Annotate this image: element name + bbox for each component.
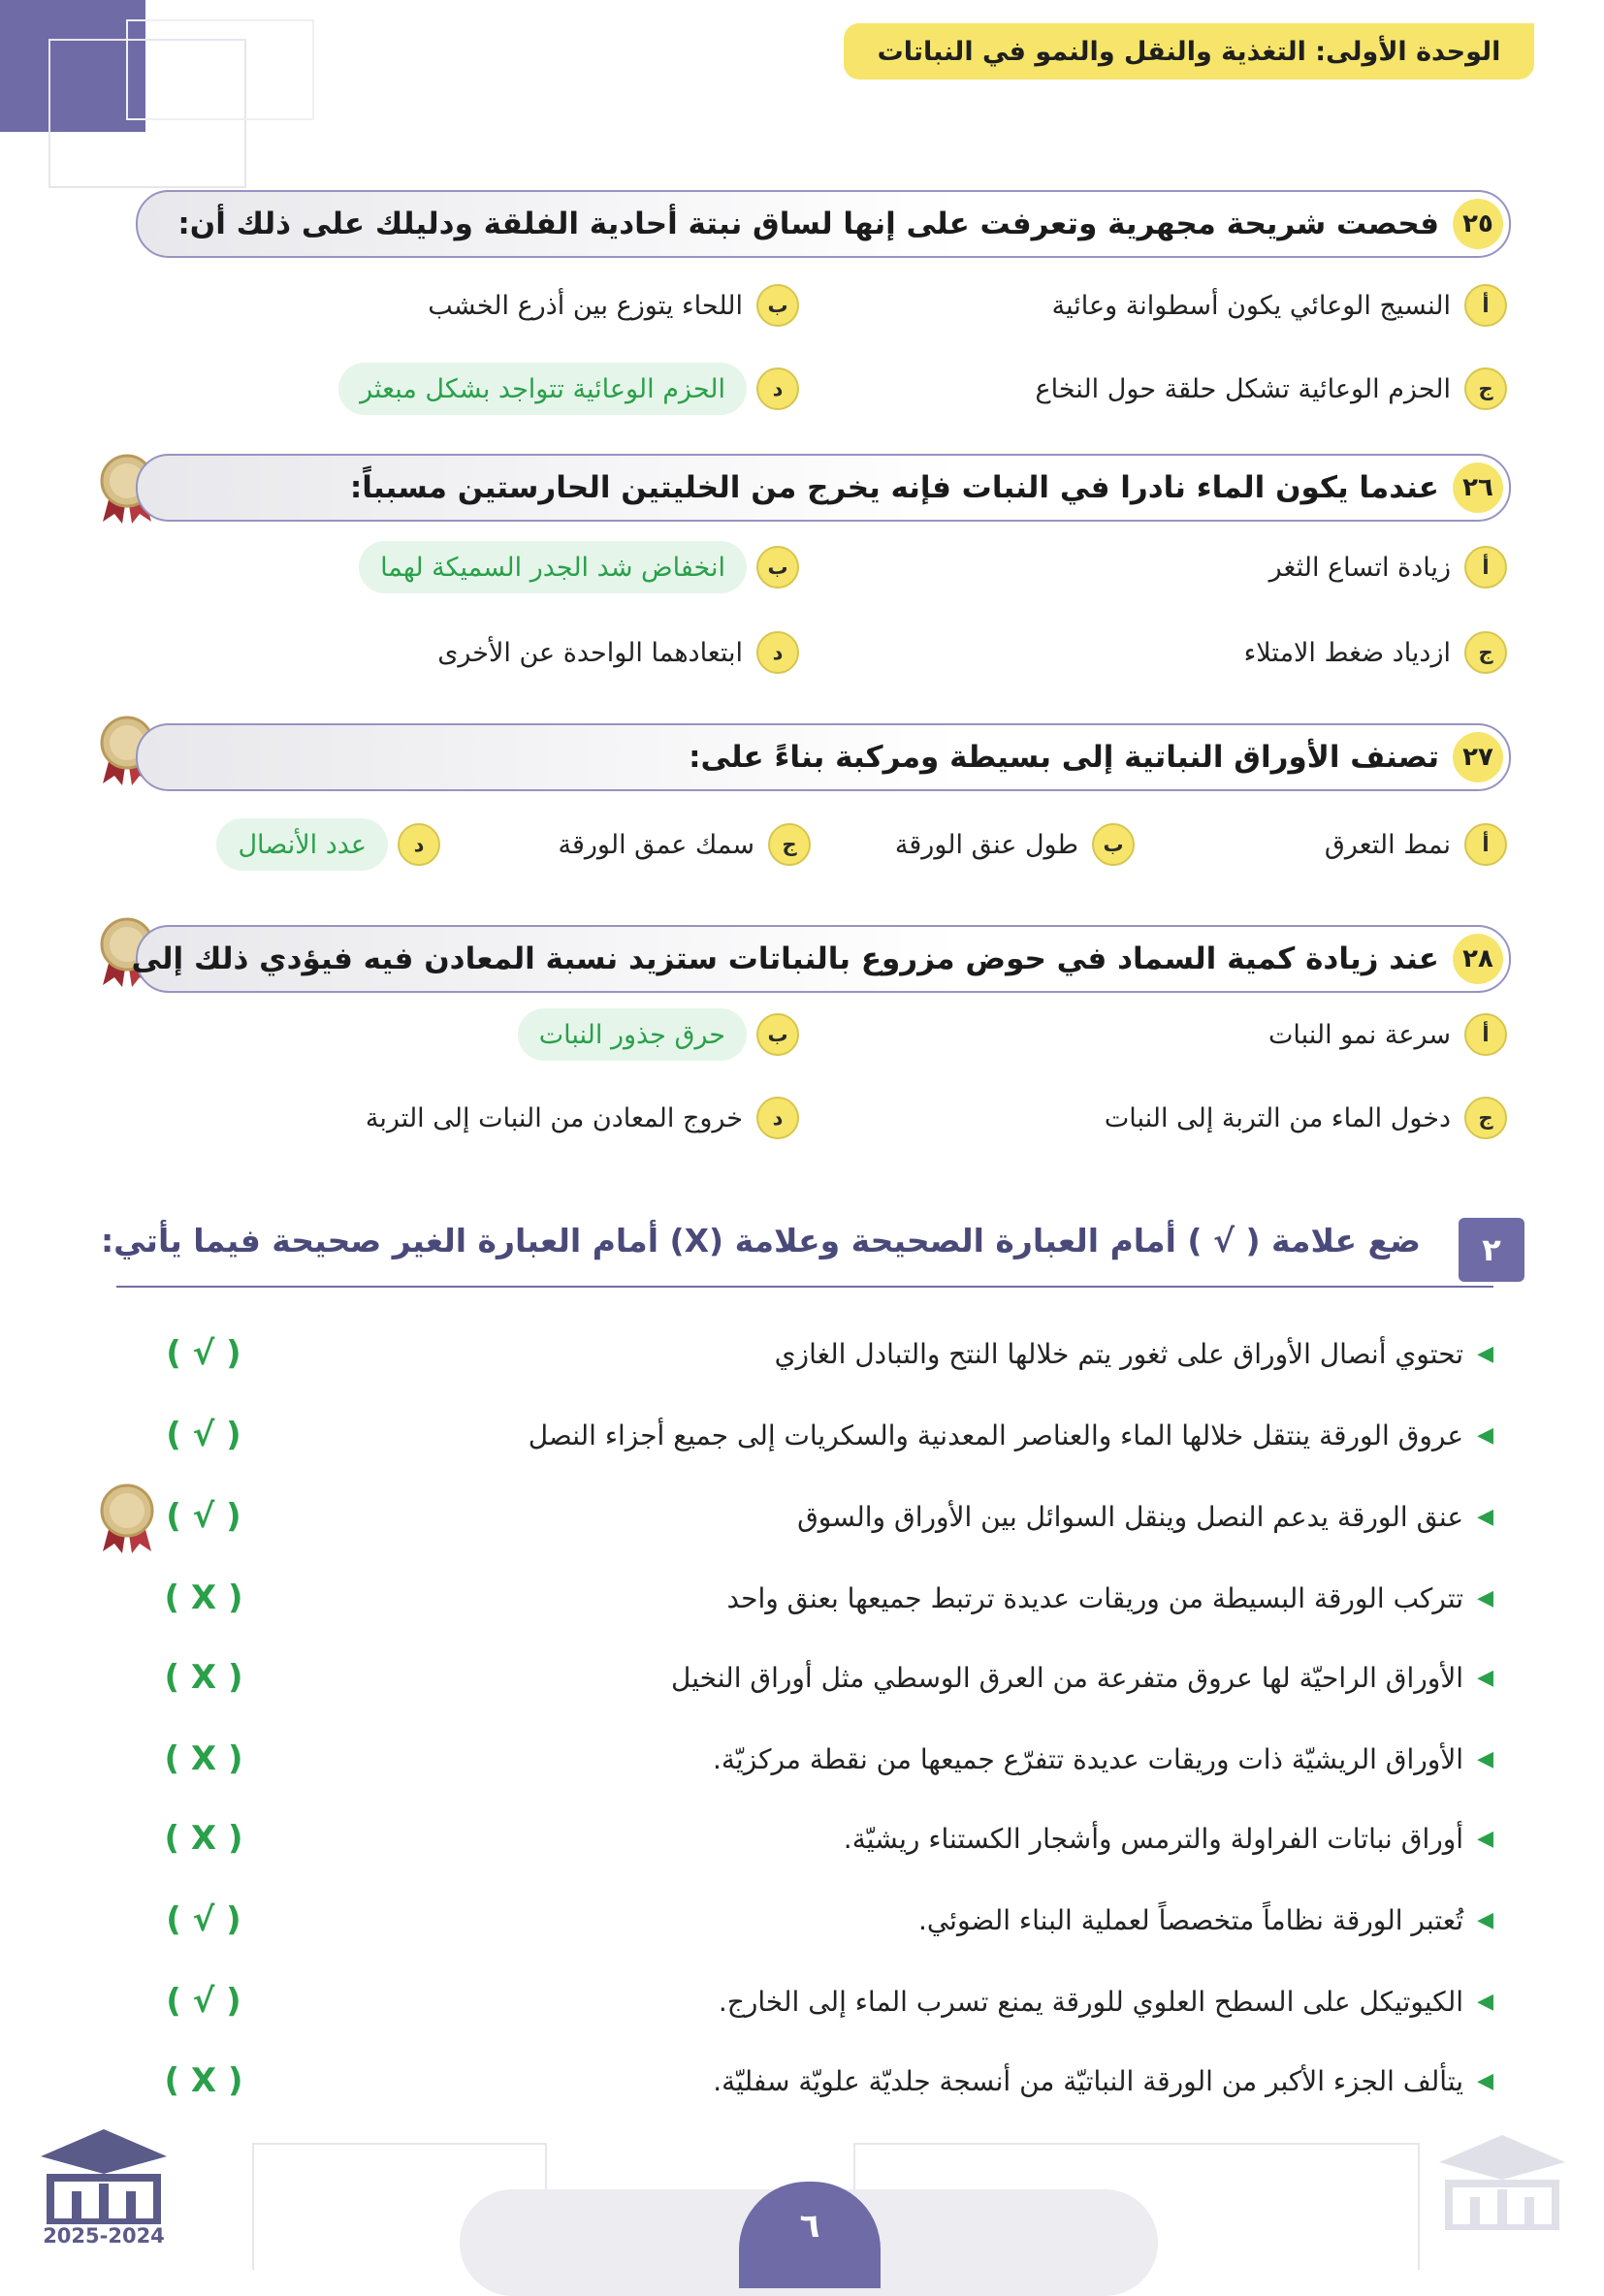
option-text: ابتعادهما الواحدة عن الأخرى (437, 637, 743, 668)
option-d[interactable] (366, 1092, 799, 1144)
option-b[interactable] (895, 818, 1135, 871)
option-letter: ب (1092, 823, 1135, 866)
medal-icon (97, 1483, 157, 1555)
correct-answer: حرق جذور النبات (518, 1008, 747, 1061)
question-28-bar (131, 925, 1511, 993)
triangle-arrow-icon: ◀ (1477, 1989, 1493, 2014)
option-text: ازدياد ضغط الامتلاء (1243, 637, 1451, 668)
statement-text: الكيوتيكل على السطح العلوي للورقة يمنع تسرب الماء إلى الخارج. (718, 1985, 1464, 2018)
option-text: النسيج الوعائي يكون أسطوانة وعائية (1051, 290, 1451, 321)
option-letter: د (756, 367, 799, 410)
triangle-arrow-icon: ◀ (1477, 1665, 1493, 1690)
statement-text: الأوراق الريشيّة ذات وريقات عديدة تتفرّع جميعها من نقطة مركزيّة. (712, 1742, 1464, 1775)
school-logo-icon (1431, 2129, 1573, 2230)
option-b[interactable] (359, 541, 799, 593)
statement-text: أوراق نباتات الفراولة والترمس وأشجار الكستناء ريشيّة. (843, 1822, 1464, 1855)
triangle-arrow-icon: ◀ (1477, 1422, 1493, 1448)
option-a[interactable] (1269, 541, 1507, 593)
option-letter: د (756, 1097, 799, 1139)
section-number: ٢ (1459, 1218, 1524, 1282)
option-c[interactable] (1244, 626, 1507, 679)
statement-row (155, 1487, 1493, 1546)
option-d[interactable] (216, 818, 440, 871)
triangle-arrow-icon: ◀ (1477, 1341, 1493, 1366)
question-26-bar (136, 454, 1511, 522)
statement-row (155, 1406, 1493, 1464)
triangle-arrow-icon: ◀ (1477, 1907, 1493, 1932)
option-letter: ج (1464, 1097, 1507, 1139)
option-text: اللحاء يتوزع بين أذرع الخشب (428, 290, 743, 321)
option-a[interactable] (1325, 818, 1507, 871)
triangle-arrow-icon: ◀ (1477, 1746, 1493, 1771)
option-d[interactable] (437, 626, 799, 679)
statement-mark[interactable]: ( √ ) (166, 1416, 241, 1454)
statement-mark[interactable]: ( X ) (164, 1578, 243, 1617)
option-text: دخول الماء من التربة إلى النبات (1104, 1102, 1451, 1133)
option-letter: ب (756, 284, 799, 327)
statement-row (155, 1569, 1493, 1627)
question-text: عندما يكون الماء نادرا في النبات فإنه يخرج من الخليتين الحارستين مسبباً: (349, 470, 1439, 505)
option-text: زيادة اتساع الثغر (1268, 552, 1451, 583)
question-27-bar (136, 723, 1511, 791)
question-text: تصنف الأوراق النباتية إلى بسيطة ومركبة بناءً على: (689, 740, 1439, 775)
section-divider (116, 1286, 1493, 1288)
option-b[interactable] (518, 1008, 799, 1061)
option-letter: د (756, 631, 799, 674)
question-number: ٢٥ (1453, 199, 1503, 249)
statement-mark[interactable]: ( √ ) (166, 1497, 241, 1536)
option-d[interactable] (338, 363, 799, 415)
option-letter: أ (1464, 546, 1507, 589)
question-text: عند زيادة كمية السماد في حوض مزروع بالنباتات ستزيد نسبة المعادن فيه فيؤدي ذلك إلى (131, 941, 1439, 976)
section-title: ضع علامة ( √ ) أمام العبارة الصحيحة وعلامة (X) أمام العبارة الغير صحيحة فيما يأتي: (100, 1221, 1421, 1260)
statement-mark[interactable]: ( √ ) (166, 1334, 241, 1373)
correct-answer: الحزم الوعائية تتواجد بشكل مبعثر (338, 363, 747, 415)
option-text: سرعة نمو النبات (1267, 1019, 1451, 1050)
statement-mark[interactable]: ( X ) (164, 1819, 243, 1858)
option-letter: أ (1464, 823, 1507, 866)
statement-row (155, 1730, 1493, 1788)
statement-row (155, 1809, 1493, 1867)
option-letter: ج (768, 823, 811, 866)
statement-text: عروق الورقة ينتقل خلالها الماء والعناصر المعدنية والسكريات إلى جميع أجزاء النصل (528, 1419, 1464, 1451)
option-letter: ج (1464, 367, 1507, 410)
option-a[interactable] (1052, 279, 1507, 332)
option-letter: أ (1464, 284, 1507, 327)
triangle-arrow-icon: ◀ (1477, 2068, 1493, 2093)
unit-title: الوحدة الأولى: التغذية والنقل والنمو في النباتات (877, 36, 1501, 67)
statement-text: تُعتبر الورقة نظاماً متخصصاً لعملية البناء الضوئي. (917, 1903, 1464, 1936)
statement-row (155, 1324, 1493, 1383)
statement-mark[interactable]: ( X ) (164, 1658, 243, 1697)
option-b[interactable] (428, 279, 799, 332)
statement-row (155, 1891, 1493, 1949)
option-letter: ب (756, 546, 799, 589)
option-text: طول عنق الورقة (894, 829, 1078, 860)
option-text: نمط التعرق (1324, 829, 1451, 860)
statement-mark[interactable]: ( √ ) (166, 1982, 241, 2021)
question-25-bar (136, 190, 1511, 258)
option-c[interactable] (1036, 363, 1507, 415)
question-number: ٢٨ (1453, 934, 1503, 984)
option-letter: ب (756, 1013, 799, 1056)
option-letter: أ (1464, 1013, 1507, 1056)
option-c[interactable] (1105, 1092, 1507, 1144)
statement-mark[interactable]: ( √ ) (166, 1900, 241, 1939)
option-text: خروج المعادن من النبات إلى التربة (365, 1102, 743, 1133)
statement-mark[interactable]: ( X ) (164, 2061, 243, 2100)
statement-text: الأوراق الراحيّة لها عروق متفرعة من العرق الوسطي مثل أوراق النخيل (671, 1661, 1464, 1694)
statement-text: تتركب الورقة البسيطة من وريقات عديدة ترتبط جميعها بعنق واحد (726, 1581, 1464, 1614)
correct-answer: انخفاض شد الجدر السميكة لهما (359, 541, 747, 593)
triangle-arrow-icon: ◀ (1477, 1504, 1493, 1529)
option-text: الحزم الوعائية تشكل حلقة حول النخاع (1035, 373, 1451, 404)
question-text: فحصت شريحة مجهرية وتعرفت على إنها لساق نبتة أحادية الفلقة ودليلك على ذلك أن: (177, 207, 1439, 241)
corner-frame-line (126, 19, 314, 120)
logo-year: 2025-2024 (43, 2224, 165, 2248)
question-number: ٢٦ (1453, 462, 1503, 513)
option-c[interactable] (559, 818, 812, 871)
statement-row (155, 2052, 1493, 2110)
option-letter: د (398, 823, 440, 866)
statement-row (155, 1648, 1493, 1706)
statement-row (155, 1972, 1493, 2030)
unit-title-banner (844, 23, 1534, 80)
page-number: ٦ (739, 2182, 881, 2288)
option-a[interactable] (1268, 1008, 1507, 1061)
correct-answer: عدد الأنصال (216, 818, 388, 871)
triangle-arrow-icon: ◀ (1477, 1585, 1493, 1610)
triangle-arrow-icon: ◀ (1477, 1826, 1493, 1851)
question-number: ٢٧ (1453, 732, 1503, 782)
statement-mark[interactable]: ( X ) (164, 1739, 243, 1778)
statement-text: تحتوي أنصال الأوراق على ثغور يتم خلالها النتح والتبادل الغازي (774, 1337, 1464, 1370)
statement-text: عنق الورقة يدعم النصل وينقل السوائل بين الأوراق والسوق (797, 1500, 1464, 1533)
school-logo-icon (33, 2123, 175, 2224)
option-letter: ج (1464, 631, 1507, 674)
statement-text: يتألف الجزء الأكبر من الورقة النباتيّة من أنسجة جلديّة علويّة سفليّة. (713, 2064, 1464, 2097)
option-text: سمك عمق الورقة (558, 829, 754, 860)
